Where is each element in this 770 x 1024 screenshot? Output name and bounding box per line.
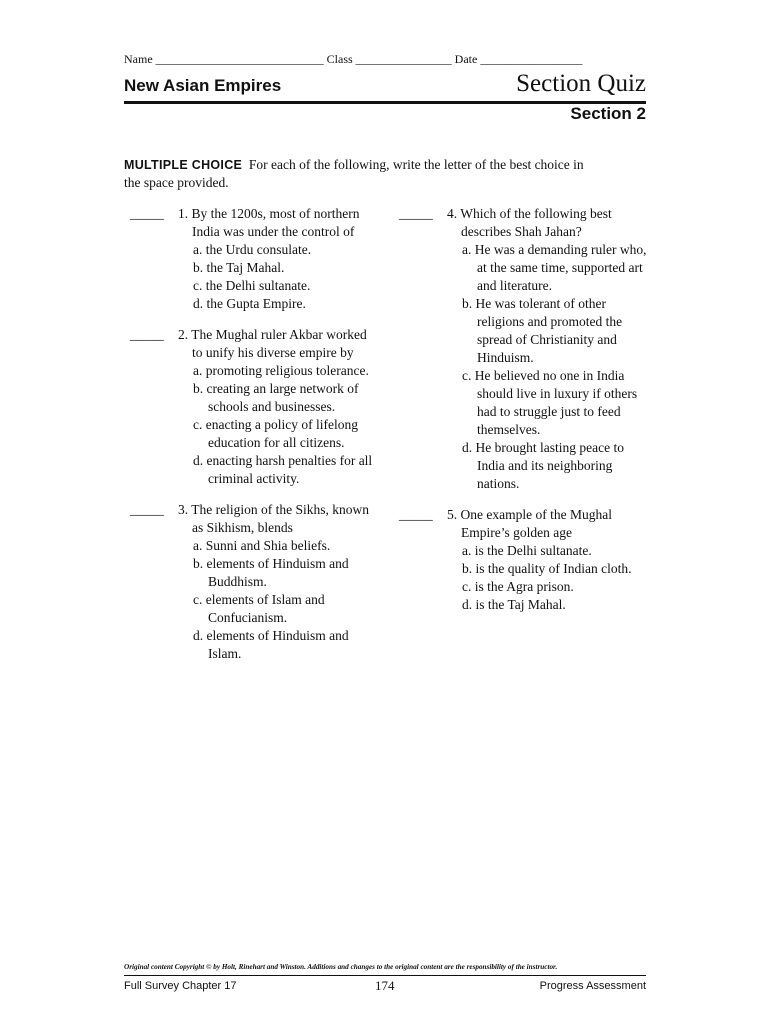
class-label: Class xyxy=(326,52,353,66)
option: a. is the Delhi sultanate. xyxy=(462,543,592,558)
option: c. He believed no one in India should live in luxury if others had to struggle just to feed themselves. xyxy=(462,368,638,437)
question-text: 1. By the 1200s, most of northern India was under the control of xyxy=(178,206,360,239)
answer-blank: _____ xyxy=(130,327,164,342)
footer-rule xyxy=(124,975,646,976)
instructions xyxy=(124,156,594,192)
option: b. He was tolerant of other religions and promoted the spread of Christianity and Hinduism. xyxy=(462,296,623,365)
date-label: Date xyxy=(454,52,478,66)
copyright-notice: Original content Copyright © by Holt, Rinehart and Winston. Additions and changes to the original content are the responsibility of the instructor. xyxy=(124,963,558,971)
quiz-title: Section Quiz xyxy=(516,70,646,97)
option: a. He was a demanding ruler who, at the same time, supported art and literature. xyxy=(462,242,647,293)
question-5 xyxy=(399,506,649,614)
question-text: 2. The Mughal ruler Akbar worked to unify his diverse empire by xyxy=(178,327,367,360)
option: a. promoting religious tolerance. xyxy=(193,363,369,378)
option: a. Sunni and Shia beliefs. xyxy=(193,538,331,553)
question-text: 3. The religion of the Sikhs, known as Sikhism, blends xyxy=(178,502,369,535)
option: d. elements of Hinduism and Islam. xyxy=(193,628,349,661)
option: c. is the Agra prison. xyxy=(462,579,574,594)
footer-chapter: Full Survey Chapter 17 xyxy=(124,980,237,992)
instructions-text: For each of the following, write the letter of the best choice in the space provided. xyxy=(124,157,584,190)
option: c. elements of Islam and Confucianism. xyxy=(193,592,325,625)
option: c. the Delhi sultanate. xyxy=(193,278,311,293)
option: d. enacting harsh penalties for all criminal activity. xyxy=(193,453,373,486)
question-text: 4. Which of the following best describes Shah Jahan? xyxy=(447,206,612,239)
question-text: 5. One example of the Mughal Empire’s golden age xyxy=(447,507,612,540)
page-number: 174 xyxy=(375,978,395,993)
answer-blank: _____ xyxy=(130,206,164,221)
question-4 xyxy=(399,205,649,493)
question-2 xyxy=(130,326,380,488)
footer-assessment: Progress Assessment xyxy=(539,980,646,992)
chapter-title: New Asian Empires xyxy=(124,76,282,95)
date-blank: _________________ xyxy=(480,52,583,66)
option: b. is the quality of Indian cloth. xyxy=(462,561,632,576)
question-1 xyxy=(130,205,380,313)
option: c. enacting a policy of lifelong education for all citizens. xyxy=(193,417,358,450)
option: b. creating an large network of schools and businesses. xyxy=(193,381,359,414)
option: d. He brought lasting peace to India and its neighboring nations. xyxy=(462,440,624,491)
name-label: Name xyxy=(124,52,153,66)
class-blank: ________________ xyxy=(355,52,452,66)
option: b. the Taj Mahal. xyxy=(193,260,285,275)
questions-left-column xyxy=(130,205,380,676)
questions-right-column xyxy=(399,205,649,627)
instructions-label: MULTIPLE CHOICE xyxy=(124,158,243,172)
student-info-line xyxy=(124,52,646,67)
title-rule xyxy=(124,101,646,104)
section-number: Section 2 xyxy=(570,104,646,123)
answer-blank: _____ xyxy=(399,206,433,221)
option: d. is the Taj Mahal. xyxy=(462,597,566,612)
answer-blank: _____ xyxy=(130,502,164,517)
question-3 xyxy=(130,501,380,663)
option: b. elements of Hinduism and Buddhism. xyxy=(193,556,349,589)
option: a. the Urdu consulate. xyxy=(193,242,312,257)
answer-blank: _____ xyxy=(399,507,433,522)
option: d. the Gupta Empire. xyxy=(193,296,306,311)
name-blank: ____________________________ xyxy=(155,52,324,66)
